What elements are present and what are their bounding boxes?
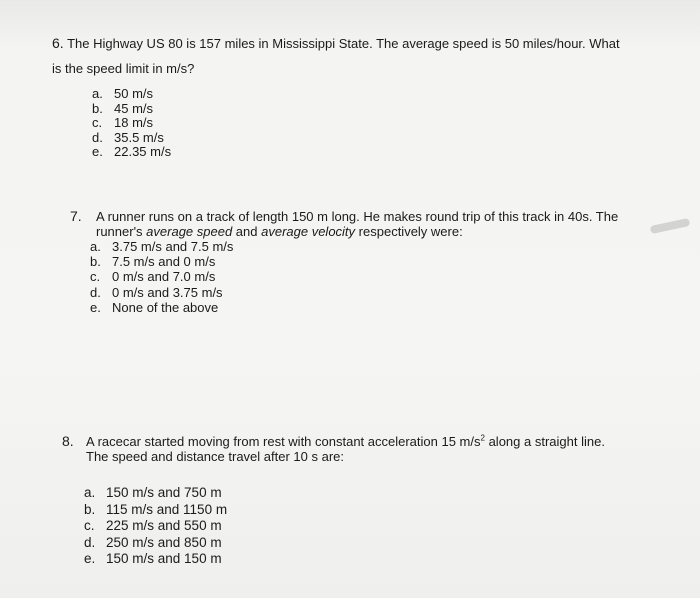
question-8-number: 8. bbox=[62, 433, 74, 449]
question-6-option-c[interactable] bbox=[92, 116, 652, 131]
option-letter: d. bbox=[92, 129, 103, 145]
option-text: 50 m/s bbox=[114, 86, 154, 101]
option-text: 115 m/s and 1150 m bbox=[106, 501, 228, 517]
option-text: 35.5 m/s bbox=[114, 129, 164, 145]
question-8-option-e[interactable] bbox=[84, 551, 682, 568]
option-letter: b. bbox=[92, 100, 103, 116]
question-7-stem bbox=[70, 209, 670, 239]
question-8 bbox=[62, 434, 682, 568]
option-text: 3.75 m/s and 7.5 m/s bbox=[112, 239, 234, 254]
question-7-option-c[interactable] bbox=[90, 269, 670, 284]
question-7-option-b[interactable] bbox=[90, 254, 670, 269]
option-letter: e. bbox=[92, 144, 103, 160]
question-8-stem-line1-post: along a straight line. bbox=[484, 434, 605, 449]
question-6-option-b[interactable] bbox=[92, 102, 652, 117]
option-text: None of the above bbox=[112, 299, 219, 315]
option-letter: a. bbox=[90, 239, 101, 254]
question-7-option-a[interactable] bbox=[90, 239, 670, 254]
option-letter: a. bbox=[92, 86, 103, 101]
option-text: 45 m/s bbox=[114, 100, 154, 116]
option-text: 18 m/s bbox=[114, 115, 154, 131]
question-8-option-b[interactable] bbox=[84, 502, 682, 519]
option-letter: d. bbox=[84, 534, 96, 550]
question-8-option-d[interactable] bbox=[84, 535, 682, 552]
question-8-stem-line1-pre: A racecar started moving from rest with constant acceleration 15 m/s bbox=[86, 434, 481, 449]
question-7-stem-em-velocity: average velocity bbox=[261, 224, 356, 239]
question-6-stem-line1: The Highway US 80 is 157 miles in Mississippi State. The average speed is 50 miles/hour. What bbox=[67, 36, 620, 51]
question-8-options bbox=[84, 485, 682, 568]
option-letter: d. bbox=[90, 284, 101, 300]
question-6-option-d[interactable] bbox=[92, 131, 652, 146]
question-6-options bbox=[92, 87, 652, 160]
question-6-option-a[interactable] bbox=[92, 87, 652, 102]
question-8-stem bbox=[62, 434, 682, 464]
question-6-number: 6. bbox=[52, 35, 64, 51]
option-letter: c. bbox=[90, 269, 101, 285]
question-7-stem-em-speed: average speed bbox=[146, 224, 233, 239]
question-7-stem-line2-mid: and bbox=[232, 224, 262, 239]
option-letter: e. bbox=[84, 551, 96, 566]
question-7-stem-line2-pre: runner's bbox=[96, 224, 147, 239]
option-text: 225 m/s and 550 m bbox=[106, 518, 222, 533]
question-6 bbox=[52, 31, 652, 160]
question-7-option-e[interactable] bbox=[90, 300, 670, 315]
question-8-option-c[interactable] bbox=[84, 518, 682, 535]
question-7-number: 7. bbox=[70, 208, 82, 224]
question-7-stem-line1: A runner runs on a track of length 150 m long. He makes round trip of this track in 40s. The bbox=[96, 209, 619, 224]
question-7-options bbox=[90, 239, 670, 315]
option-text: 7.5 m/s and 0 m/s bbox=[112, 254, 216, 270]
question-6-option-e[interactable] bbox=[92, 145, 652, 160]
option-letter: c. bbox=[84, 518, 95, 533]
question-8-stem-line2: The speed and distance travel after 10 s are: bbox=[86, 449, 344, 464]
option-letter: a. bbox=[84, 485, 96, 500]
question-7-stem-line2-post: respectively were: bbox=[355, 224, 463, 239]
question-8-option-a[interactable] bbox=[84, 485, 682, 502]
option-text: 0 m/s and 7.0 m/s bbox=[112, 269, 216, 285]
superscript-two: 2 bbox=[480, 433, 485, 443]
question-6-stem bbox=[52, 31, 652, 81]
option-text: 0 m/s and 3.75 m/s bbox=[112, 284, 223, 300]
question-7 bbox=[70, 209, 670, 315]
option-letter: b. bbox=[84, 501, 96, 517]
option-text: 150 m/s and 150 m bbox=[106, 551, 222, 566]
option-text: 22.35 m/s bbox=[114, 144, 172, 160]
option-letter: e. bbox=[90, 299, 101, 315]
option-letter: b. bbox=[90, 254, 101, 270]
option-letter: c. bbox=[92, 115, 103, 131]
option-text: 150 m/s and 750 m bbox=[106, 485, 222, 500]
question-6-stem-line2: is the speed limit in m/s? bbox=[52, 61, 195, 76]
question-7-option-d[interactable] bbox=[90, 285, 670, 300]
option-text: 250 m/s and 850 m bbox=[106, 534, 222, 550]
